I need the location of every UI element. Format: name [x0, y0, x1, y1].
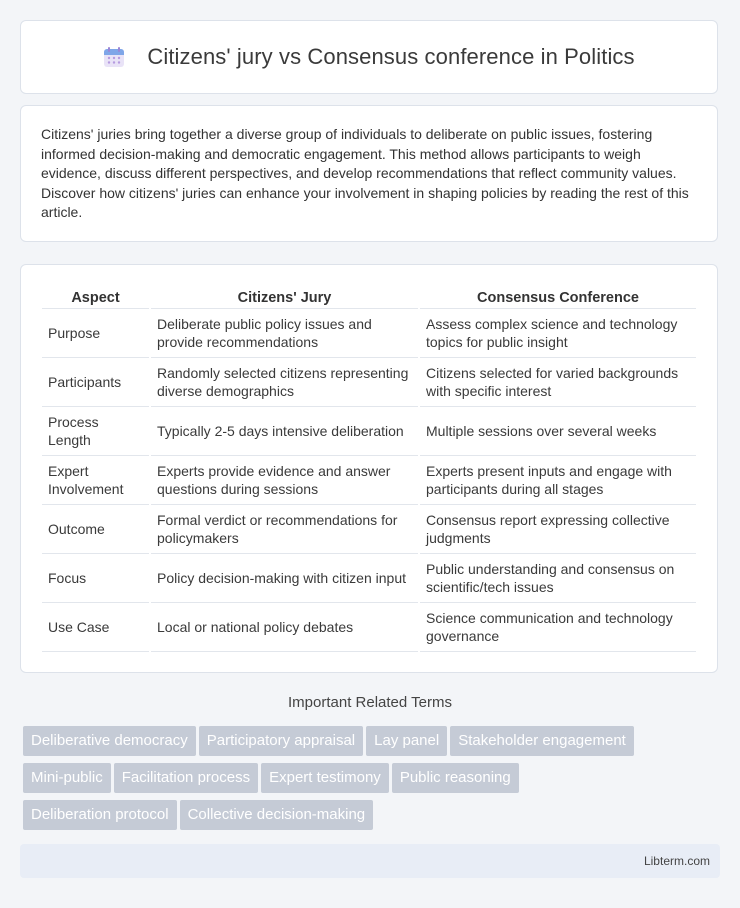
consensus-conference-cell: Assess complex science and technology topics for public insight [420, 309, 696, 358]
aspect-cell: Use Case [42, 603, 149, 652]
related-terms-heading: Important Related Terms [288, 694, 452, 711]
table-header-row [42, 288, 696, 309]
consensus-conference-cell: Public understanding and consensus on scientific/tech issues [420, 554, 696, 603]
aspect-cell: Focus [42, 554, 149, 603]
page-title: Citizens' jury vs Consensus conference in Politics [147, 44, 635, 69]
consensus-conference-cell: Citizens selected for varied backgrounds with specific interest [420, 358, 696, 407]
header-card [20, 20, 718, 94]
related-term-tag[interactable]: Deliberative democracy [23, 726, 196, 756]
intro-card [20, 105, 718, 242]
citizens-jury-cell: Randomly selected citizens representing diverse demographics [151, 358, 418, 407]
column-header-aspect: Aspect [42, 288, 149, 309]
related-term-tag[interactable]: Collective decision-making [180, 800, 374, 830]
related-term-tag[interactable]: Lay panel [366, 726, 447, 756]
aspect-cell: Expert Involvement [42, 456, 149, 505]
related-term-tag[interactable]: Expert testimony [261, 763, 389, 793]
table-row [42, 456, 696, 505]
calendar-icon [103, 46, 125, 68]
consensus-conference-cell: Experts present inputs and engage with participants during all stages [420, 456, 696, 505]
footer-bar [20, 844, 720, 878]
table-row [42, 554, 696, 603]
related-term-tag[interactable]: Mini-public [23, 763, 111, 793]
consensus-conference-cell: Science communication and technology governance [420, 603, 696, 652]
comparison-table-card [20, 264, 718, 673]
citizens-jury-cell: Typically 2-5 days intensive deliberation [151, 407, 418, 456]
title-wrap [103, 44, 634, 70]
aspect-cell: Participants [42, 358, 149, 407]
related-term-tag[interactable]: Public reasoning [392, 763, 519, 793]
table-row [42, 505, 696, 554]
citizens-jury-cell: Policy decision-making with citizen input [151, 554, 418, 603]
column-header-citizens-jury: Citizens' Jury [151, 288, 418, 309]
citizens-jury-cell: Experts provide evidence and answer questions during sessions [151, 456, 418, 505]
column-header-consensus-conference: Consensus Conference [420, 288, 696, 309]
aspect-cell: Process Length [42, 407, 149, 456]
table-row [42, 358, 696, 407]
related-term-tag[interactable]: Facilitation process [114, 763, 258, 793]
footer-site-name[interactable]: Libterm.com [643, 854, 710, 868]
citizens-jury-cell: Deliberate public policy issues and provide recommendations [151, 309, 418, 358]
related-term-tag[interactable]: Participatory appraisal [199, 726, 363, 756]
related-term-tag[interactable]: Deliberation protocol [23, 800, 177, 830]
consensus-conference-cell: Multiple sessions over several weeks [420, 407, 696, 456]
aspect-cell: Purpose [42, 309, 149, 358]
citizens-jury-cell: Formal verdict or recommendations for policymakers [151, 505, 418, 554]
table-row [42, 309, 696, 358]
table-row [42, 407, 696, 456]
consensus-conference-cell: Consensus report expressing collective judgments [420, 505, 696, 554]
table-row [42, 603, 696, 652]
related-term-tag[interactable]: Stakeholder engagement [450, 726, 634, 756]
intro-paragraph: Citizens' juries bring together a diverse group of individuals to deliberate on public issues, fostering informed decision-making and democratic engagement. This method allows participants to weigh evidence, discuss different perspectives, and develop recommendations that reflect community values. Discover how citizens' juries can enhance your involvement in shaping policies by reading the rest of this article. [41, 126, 689, 221]
citizens-jury-cell: Local or national policy debates [151, 603, 418, 652]
aspect-cell: Outcome [42, 505, 149, 554]
comparison-table [40, 288, 698, 652]
related-terms-list [23, 726, 723, 837]
